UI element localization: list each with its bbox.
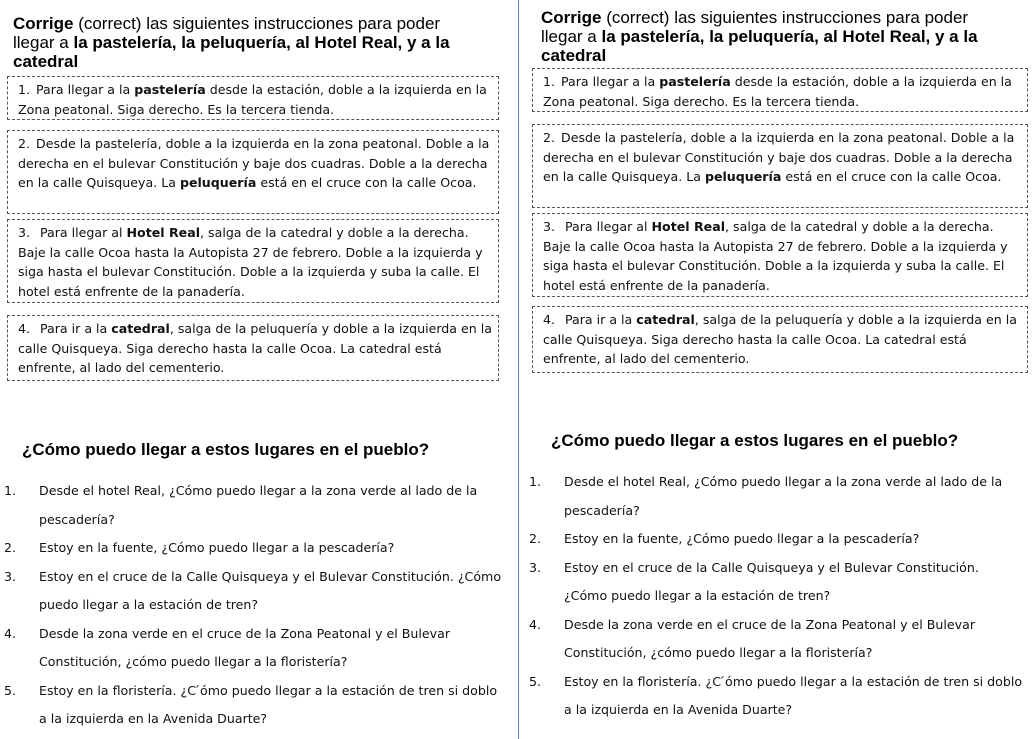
instruction-box: [532, 124, 1028, 208]
instruction-box: [532, 68, 1028, 112]
instruction-box: [7, 130, 499, 214]
list-item: [4, 563, 504, 620]
instruction-text: Para llegar al: [36, 225, 127, 240]
instruction-place: pastelería: [134, 82, 206, 97]
worksheet-title: [13, 14, 483, 71]
instruction-place: peluquería: [179, 175, 257, 190]
instruction-place: catedral: [111, 321, 170, 336]
question-number: 5.: [529, 673, 542, 689]
question-text: Estoy en la floristería. ¿C ́ómo puedo llegar a la estación de tren si doblo a la izquierda en la Avenida Duarte?: [39, 682, 498, 726]
list-item: [529, 554, 1025, 611]
instruction-place: peluquería: [704, 169, 782, 184]
question-text: Desde la zona verde en el cruce de la Zona Peatonal y el Bulevar Constitución, ¿cómo puedo llegar a la floristería?: [39, 625, 451, 669]
question-text: Estoy en la fuente, ¿Cómo puedo llegar a la pescadería?: [564, 531, 920, 546]
title-places: la pastelería, la peluquería, al Hotel Real, y a la catedral: [541, 27, 978, 65]
list-item: [4, 677, 504, 734]
instruction-box: [7, 315, 499, 381]
list-item: [529, 668, 1025, 725]
instruction-text: Para llegar a la: [36, 82, 135, 97]
question-text: Estoy en la fuente, ¿Cómo puedo llegar a la pescadería?: [39, 540, 395, 555]
instruction-text: Para ir a la: [561, 312, 637, 327]
instruction-number: 3.: [543, 219, 556, 234]
instruction-text: está en el cruce con la calle Ocoa.: [256, 175, 477, 190]
list-item: [4, 477, 504, 534]
instruction-text: está en el cruce con la calle Ocoa.: [781, 169, 1002, 184]
instruction-text: desde la estación, doble a la izquierda en la Zona peatonal. Siga derecho. Es la tercera tienda.: [18, 82, 487, 117]
question-number: 5.: [4, 682, 17, 698]
instruction-number: 4.: [18, 321, 31, 336]
list-item: [4, 534, 504, 563]
title-lead: Corrige: [13, 14, 74, 33]
worksheet-right: [520, 0, 1036, 739]
question-text: Desde el hotel Real, ¿Cómo puedo llegar a la zona verde al lado de la pescadería?: [39, 483, 478, 527]
title-paren: (correct) las siguientes instrucciones para poder llegar a: [541, 8, 969, 46]
instruction-place: Hotel Real: [126, 225, 201, 240]
title-lead: Corrige: [541, 8, 602, 27]
instruction-text: Desde la pastelería, doble a la izquierda en la zona peatonal. Doble a la derecha en el bulevar Constitución y baje dos cuadras. Doble a la derecha en la calle Quisqueya. La: [543, 130, 1015, 184]
question-number: 3.: [529, 559, 542, 575]
question-list: [4, 477, 504, 734]
question-text: Desde el hotel Real, ¿Cómo puedo llegar a la zona verde al lado de la pescadería?: [564, 474, 1003, 518]
column-divider: [518, 0, 519, 739]
question-text: Estoy en el cruce de la Calle Quisqueya y el Bulevar Constitución. ¿Cómo puedo llegar a la estación de tren?: [39, 568, 502, 612]
question-number: 3.: [4, 568, 17, 584]
list-item: [4, 620, 504, 677]
question-number: 4.: [4, 625, 17, 641]
question-number: 1.: [4, 483, 17, 498]
list-item: [529, 525, 1025, 554]
instruction-number: 1.: [543, 74, 556, 89]
instruction-text: desde la estación, doble a la izquierda en la Zona peatonal. Siga derecho. Es la tercera tienda.: [543, 74, 1012, 109]
question-number: 2.: [4, 540, 17, 555]
instruction-text: , salga de la catedral y doble a la derecha. Baje la calle Ocoa hasta la Autopista 27 de febrero. Doble a la izquierda y siga hasta el bulevar Constitución. Doble a la izquierda y suba la calle. El hotel está enfrente de la panadería.: [543, 219, 1008, 293]
title-places: la pastelería, la peluquería, al Hotel Real, y a la catedral: [13, 33, 450, 71]
question-title: ¿Cómo puedo llegar a estos lugares en el pueblo?: [551, 431, 959, 450]
list-item: [529, 611, 1025, 668]
question-number: 2.: [529, 531, 542, 546]
title-paren: (correct) las siguientes instrucciones para poder llegar a: [13, 14, 441, 52]
instruction-text: Para llegar a la: [561, 74, 660, 89]
instruction-number: 1.: [18, 82, 31, 97]
instruction-text: Desde la pastelería, doble a la izquierda en la zona peatonal. Doble a la derecha en el bulevar Constitución y baje dos cuadras. Doble a la derecha en la calle Quisqueya. La: [18, 136, 490, 190]
instruction-place: catedral: [636, 312, 695, 327]
instruction-text: , salga de la peluquería y doble a la izquierda en la calle Quisqueya. Siga derecho hasta la calle Ocoa. La catedral está enfrente, al lado del cementerio.: [18, 321, 492, 375]
question-number: 1.: [529, 474, 542, 489]
question-number: 4.: [529, 616, 542, 632]
instruction-text: Para llegar al: [561, 219, 652, 234]
instruction-place: Hotel Real: [651, 219, 726, 234]
question-list: [529, 468, 1025, 725]
question-text: Desde la zona verde en el cruce de la Zona Peatonal y el Bulevar Constitución, ¿cómo puedo llegar a la floristería?: [564, 616, 976, 660]
instruction-box: [7, 219, 499, 303]
question-text: Estoy en el cruce de la Calle Quisqueya y el Bulevar Constitución. ¿Cómo puedo llegar a la estación de tren?: [564, 559, 979, 603]
instruction-number: 2.: [18, 136, 31, 151]
question-title: ¿Cómo puedo llegar a estos lugares en el pueblo?: [22, 440, 430, 459]
question-text: Estoy en la floristería. ¿C ́ómo puedo llegar a la estación de tren si doblo a la izquierda en la Avenida Duarte?: [564, 673, 1023, 717]
instruction-number: 4.: [543, 312, 556, 327]
instruction-number: 3.: [18, 225, 31, 240]
instruction-place: pastelería: [659, 74, 731, 89]
instruction-number: 2.: [543, 130, 556, 145]
instruction-box: [532, 306, 1028, 373]
list-item: [529, 468, 1025, 525]
instruction-text: Para ir a la: [36, 321, 112, 336]
instruction-box: [7, 76, 499, 120]
instruction-box: [532, 213, 1028, 297]
instruction-text: , salga de la peluquería y doble a la izquierda en la calle Quisqueya. Siga derecho hasta la calle Ocoa. La catedral está enfrente, al lado del cementerio.: [543, 312, 1017, 366]
worksheet-title: [541, 8, 1011, 65]
instruction-text: , salga de la catedral y doble a la derecha. Baje la calle Ocoa hasta la Autopista 27 de febrero. Doble a la izquierda y siga hasta el bulevar Constitución. Doble a la izquierda y suba la calle. El hotel está enfrente de la panadería.: [18, 225, 483, 299]
